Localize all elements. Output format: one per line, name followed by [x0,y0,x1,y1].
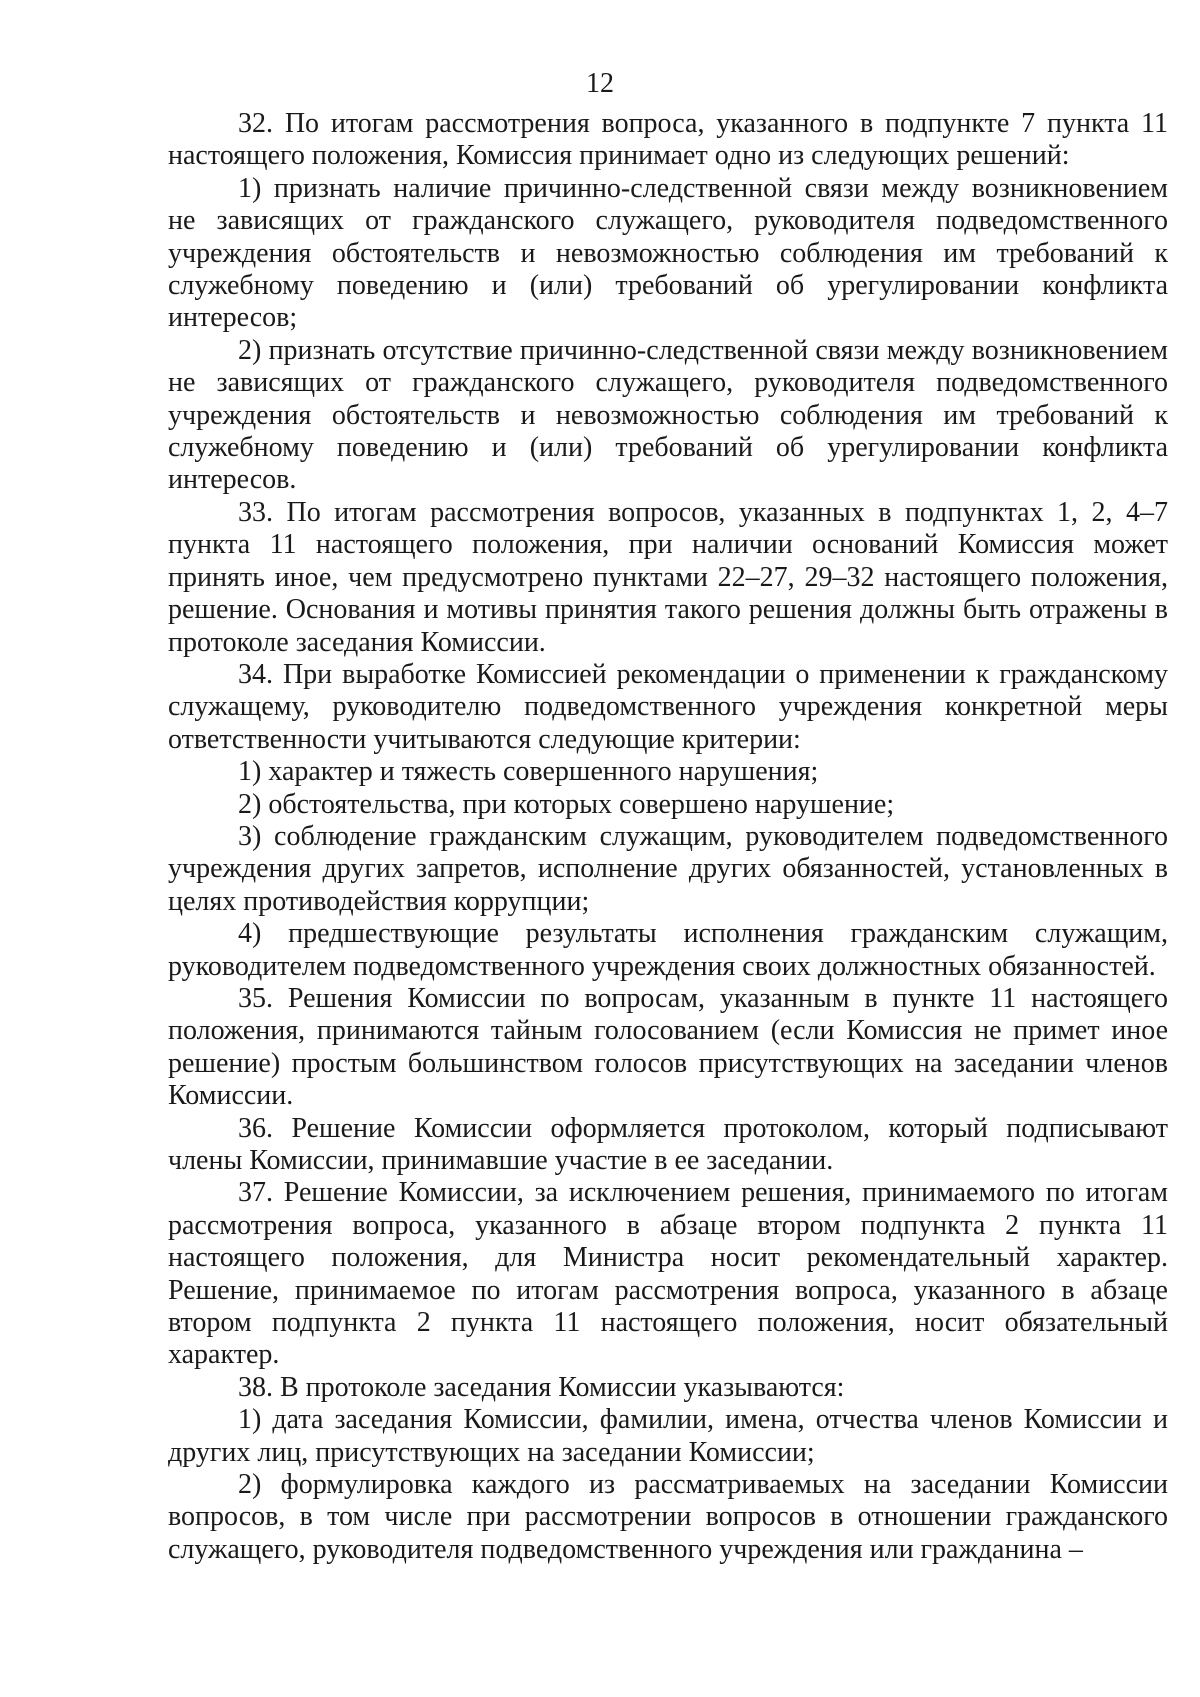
paragraph-36: 36. Решение Комиссии оформляется протоколом, который подписывают члены Комиссии, принимавшие участие в ее заседании. [168,1112,1168,1176]
paragraph-34-item-2: 2) обстоятельства, при которых совершено нарушение; [238,788,895,820]
paragraph-38-item-1: 1) дата заседания Комиссии, фамилии, имена, отчества членов Комиссии и других лиц, присутствующих на заседании Комиссии; [168,1404,1168,1468]
paragraph-34-item-3: 3) соблюдение гражданским служащим, руководителем подведомственного учреждения других запретов, исполнение других обязанностей, установленных в целях противодействия коррупции; [168,820,1168,917]
paragraph-35: 35. Решения Комиссии по вопросам, указанным в пункте 11 настоящего положения, принимаются тайным голосованием (если Комиссия не примет иное решение) простым большинством голосов присутствующих на заседании членов Комиссии. [168,982,1168,1112]
paragraph-38: 38. В протоколе заседания Комиссии указываются: [238,1371,845,1403]
paragraph-37: 37. Решение Комиссии, за исключением решения, принимаемого по итогам рассмотрения вопроса, указанного в абзаце втором подпункта 2 пункта 11 настоящего положения, для Министра носит рекомендательный характер. Решение, принимаемое по итогам рассмотрения вопроса, указанного в абзаце втором подпункта 2 пункта 11 настоящего положения, носит обязательный характер. [168,1177,1168,1371]
paragraph-34-item-1: 1) характер и тяжесть совершенного нарушения; [238,756,819,788]
paragraph-33: 33. По итогам рассмотрения вопросов, указанных в подпунктах 1, 2, 4–7 пункта 11 настоящего положения, при наличии оснований Комиссия может принять иное, чем предусмотрено пунктами 22–27, 29–32 настоящего положения, решение. Основания и мотивы принятия такого решения должны быть отражены в протоколе заседания Комиссии. [168,496,1168,658]
paragraph-38-item-2: 2) формулировка каждого из рассматриваемых на заседании Комиссии вопросов, в том числе при рассмотрении вопросов в отношении гражданского служащего, руководителя подведомственного учреждения или гражданина – [168,1469,1168,1565]
document-body [168,108,1168,1566]
page-number: 12 [586,68,614,99]
paragraph-32-item-1: 1) признать наличие причинно-следственной связи между возникновением не зависящих от гражданского служащего, руководителя подведомственного учреждения обстоятельств и невозможностью соблюдения им требований к служебному поведению и (или) требований об урегулировании конфликта интересов; [168,172,1168,334]
paragraph-34: 34. При выработке Комиссией рекомендации о применении к гражданскому служащему, руководителю подведомственного учреждения конкретной меры ответственности учитываются следующие критерии: [168,658,1168,755]
paragraph-32: 32. По итогам рассмотрения вопроса, указанного в подпункте 7 пункта 11 настоящего положения, Комиссия принимает одно из следующих решений: [168,108,1168,172]
paragraph-32-item-2: 2) признать отсутствие причинно-следственной связи между возникновением не зависящих от гражданского служащего, руководителя подведомственного учреждения обстоятельств и невозможностью соблюдения им требований к служебному поведению и (или) требований об урегулировании конфликта интересов. [168,334,1168,496]
paragraph-34-item-4: 4) предшествующие результаты исполнения гражданским служащим, руководителем подведомственного учреждения своих должностных обязанностей. [168,918,1168,982]
